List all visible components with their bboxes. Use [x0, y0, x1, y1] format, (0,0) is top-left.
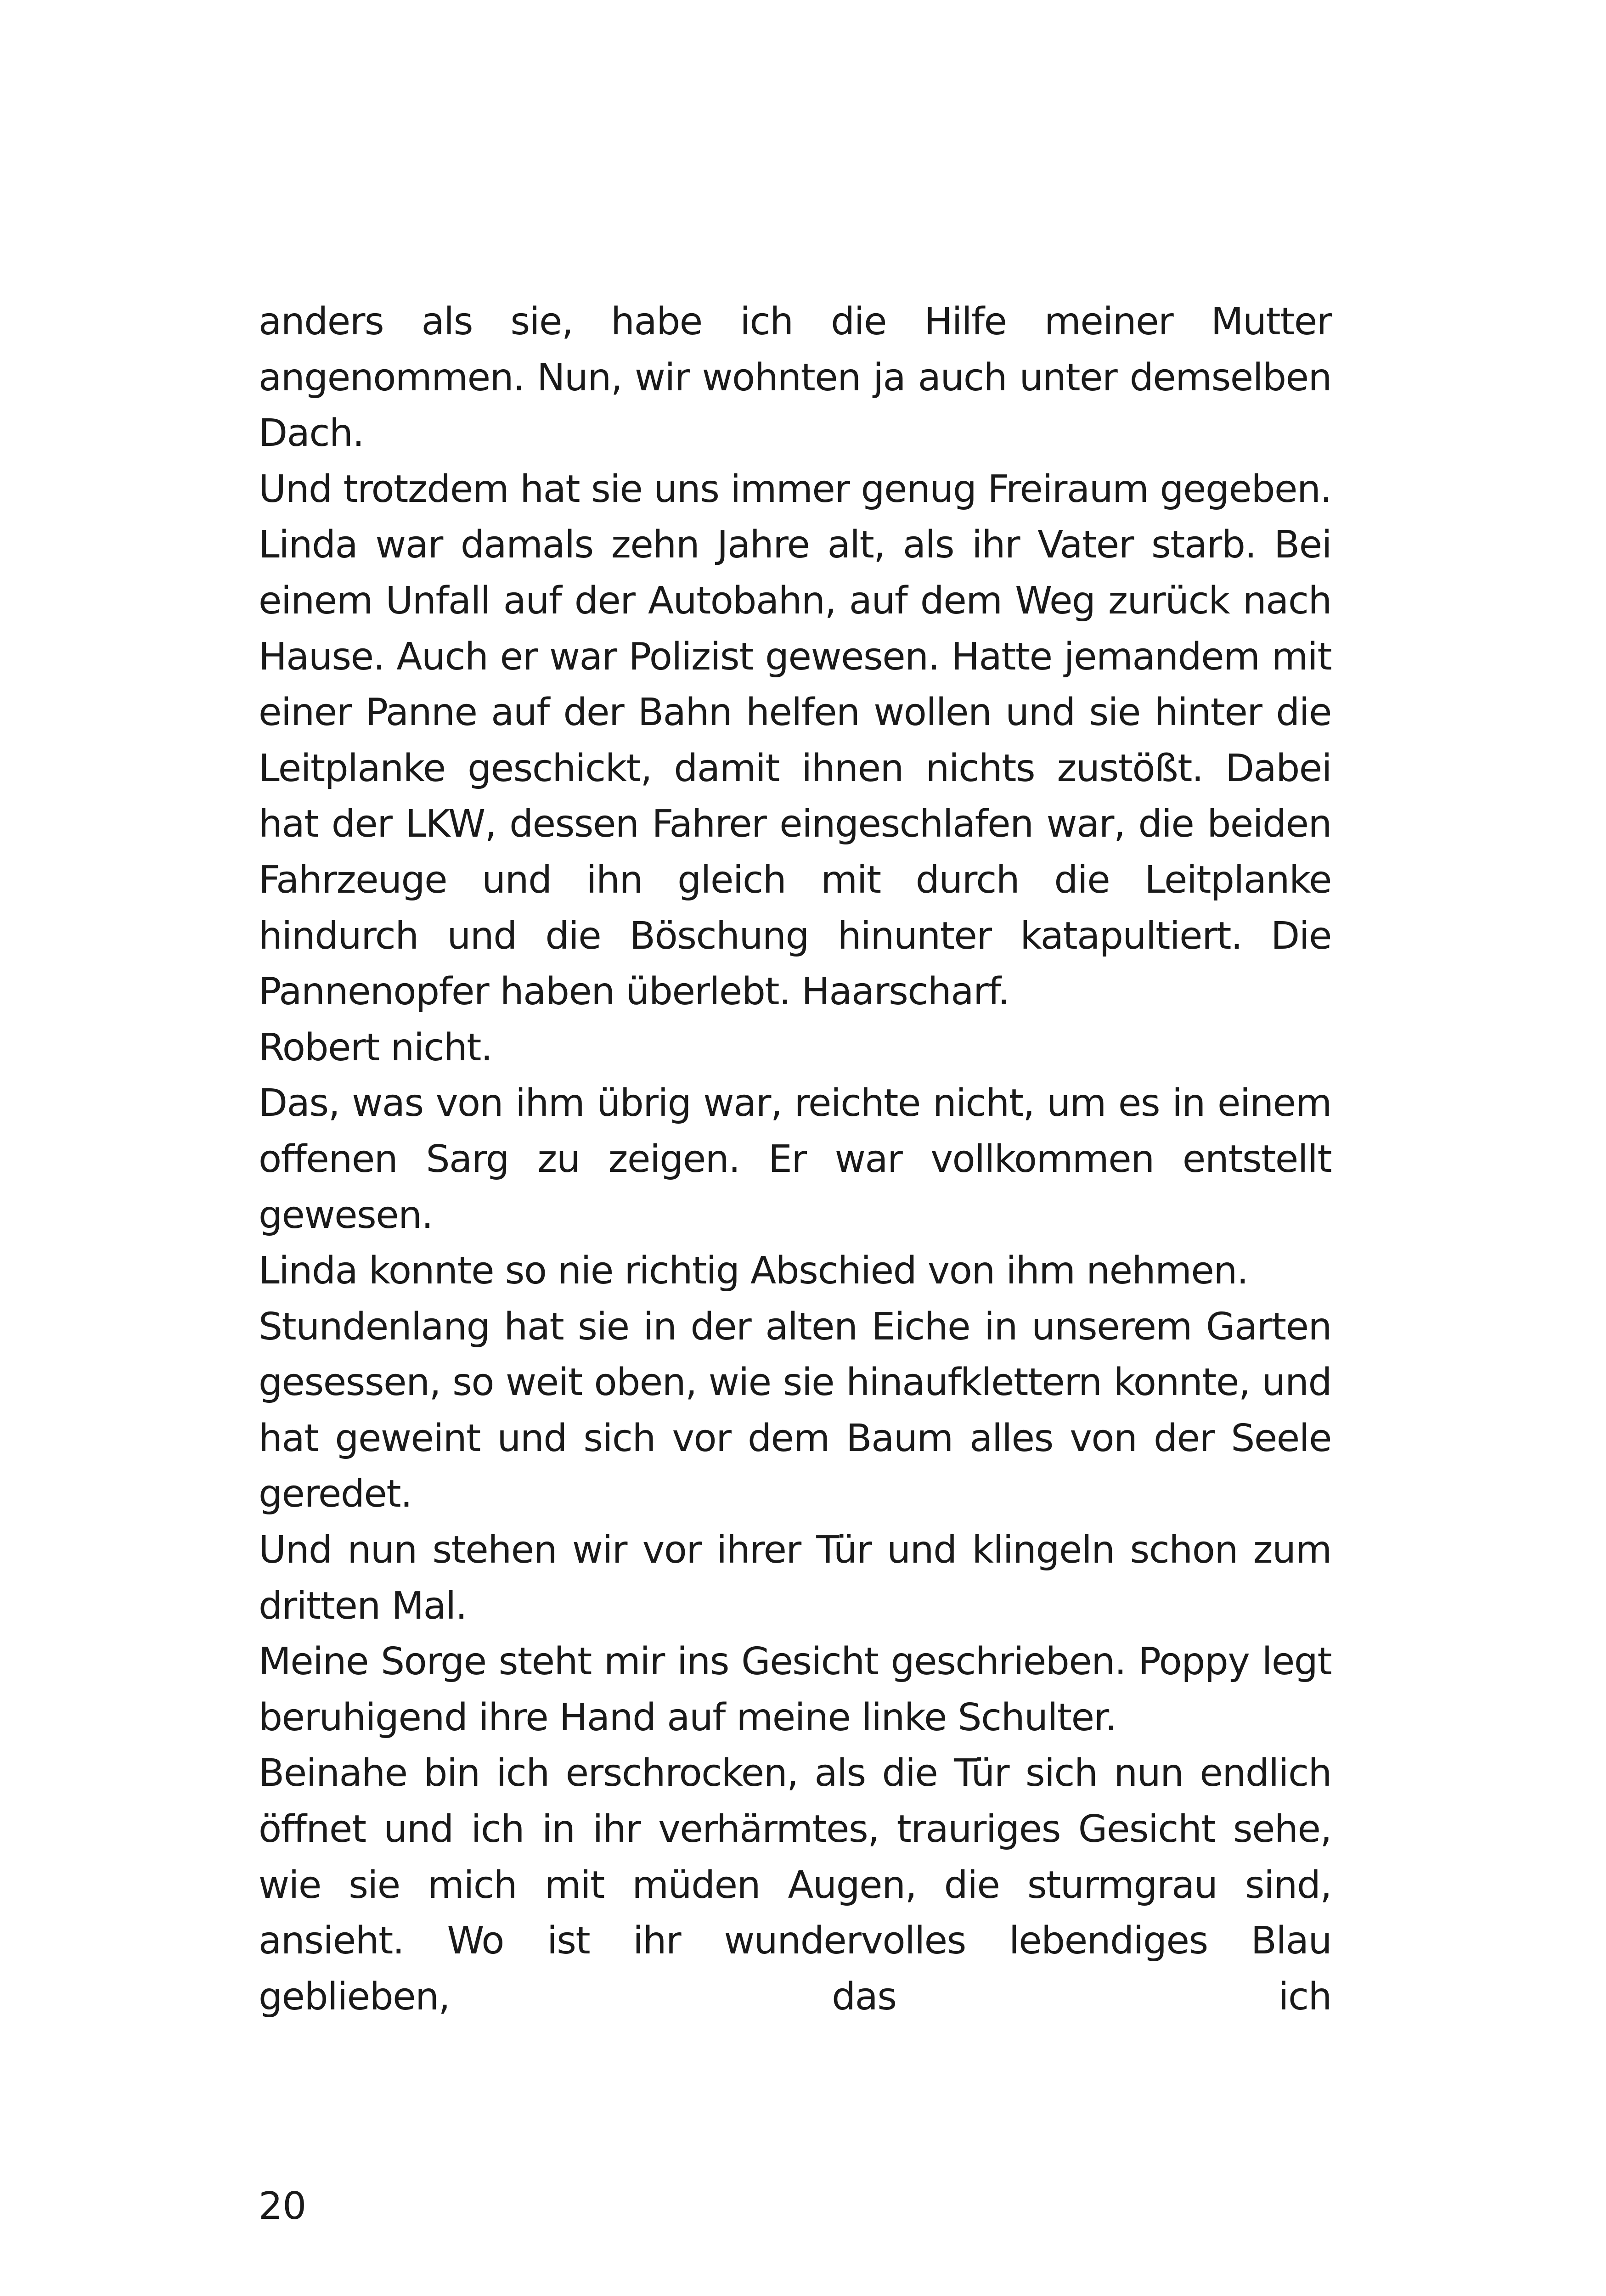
paragraph: anders als sie, habe ich die Hilfe meiner Mutter angenommen. Nun, wir wohnten ja auch unter demselben Dach. — [259, 300, 1331, 456]
paragraph: Und trotzdem hat sie uns immer genug Freiraum gegeben. Linda war damals zehn Jahre alt, als ihr Vater starb. Bei einem Unfall auf der Autobahn, auf dem Weg zurück nach Hause. Auch er war Polizist gewesen. Hatte jemandem mit einer Panne auf der Bahn helfen wollen und sie hinter die Leitplanke geschickt, damit ihnen nichts zustößt. Dabei hat der LKW, dessen Fahrer eingeschlafen war, die beiden Fahrzeuge und ihn gleich mit durch die Leitplanke hindurch und die Böschung hinunter katapultiert. Die Pannenopfer haben überlebt. Haarscharf. — [259, 467, 1331, 1014]
paragraph: Stundenlang hat sie in der alten Eiche in unserem Garten gesessen, so weit oben, wie sie hinaufklettern konnte, und hat geweint und sich vor dem Baum alles von der Seele geredet. — [259, 1305, 1331, 1516]
paragraph: Linda konnte so nie richtig Abschied von ihm nehmen. — [259, 1249, 1248, 1293]
paragraph: Das, was von ihm übrig war, reichte nicht, um es in einem offenen Sarg zu zeigen. Er war vollkommen entstellt gewesen. — [259, 1081, 1331, 1237]
paragraph: Robert nicht. — [259, 1025, 492, 1069]
paragraph: Meine Sorge steht mir ins Gesicht geschrieben. Poppy legt beruhigend ihre Hand auf meine linke Schulter. — [259, 1640, 1331, 1739]
page-number: 20 — [259, 2184, 307, 2228]
body-text — [259, 294, 1331, 2025]
paragraph-last: Beinahe bin ich erschrocken, als die Tür sich nun endlich öffnet und ich in ihr verhärmtes, trauriges Gesicht sehe, wie sie mich mit müden Augen, die sturmgrau sind, ansieht. Wo ist ihr wundervolles lebendiges Blau geblieben, das ich — [259, 1751, 1331, 2019]
paragraph: Und nun stehen wir vor ihrer Tür und klingeln schon zum dritten Mal. — [259, 1528, 1331, 1628]
